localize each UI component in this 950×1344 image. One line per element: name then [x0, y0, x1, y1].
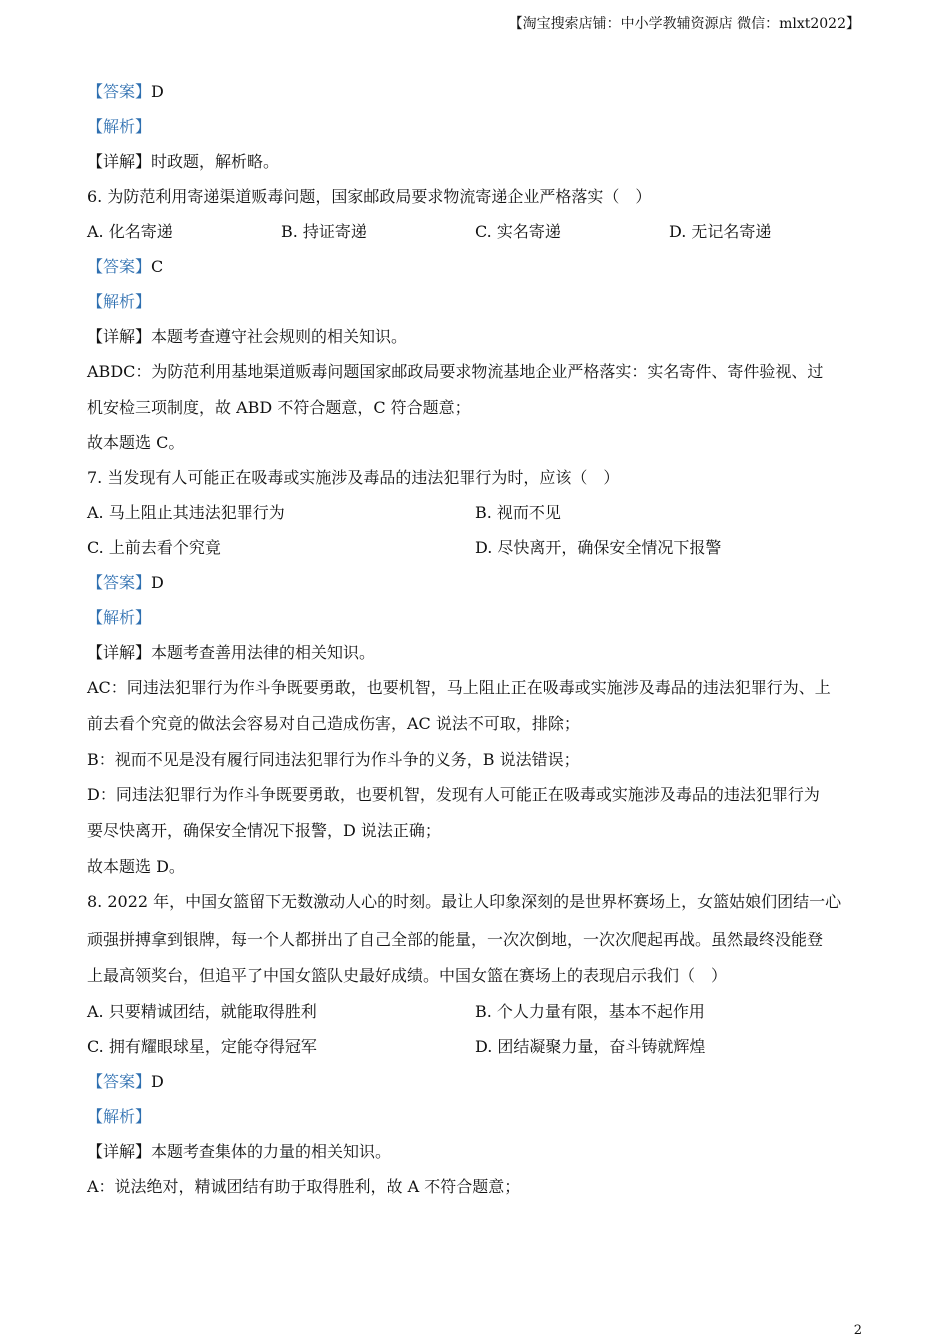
- detail-text: 本题考查集体的力量的相关知识。: [151, 1142, 392, 1161]
- detail-text: 本题考查遵守社会规则的相关知识。: [151, 327, 408, 346]
- option-d: D. 无记名寄递: [669, 222, 772, 241]
- option-d: D. 团结凝聚力量，奋斗铸就辉煌: [475, 1037, 706, 1056]
- answer-line: [87, 573, 164, 593]
- answer-value: C: [151, 257, 164, 276]
- option-c: C. 实名寄递: [475, 222, 561, 241]
- option-a: A. 只要精诚团结，就能取得胜利: [87, 1002, 317, 1021]
- detail-line: [87, 643, 375, 663]
- option-a: A. 化名寄递: [87, 222, 173, 241]
- analysis-tag: 【解析】: [87, 117, 152, 136]
- option-c: C. 上前去看个究竟: [87, 538, 221, 557]
- detail-text: D：同违法犯罪行为作斗争既要勇敢，也要机智，发现有人可能正在吸毒或实施涉及毒品的违法犯罪行为: [87, 785, 820, 804]
- page-header: 【淘宝搜索店铺：中小学教辅资源店 微信：mlxt2022】: [508, 16, 860, 32]
- option-b: B. 个人力量有限，基本不起作用: [475, 1002, 705, 1021]
- detail-text: 机安检三项制度，故 ABD 不符合题意，C 符合题意；: [87, 398, 471, 417]
- detail-text: 时政题，解析略。: [151, 152, 280, 171]
- answer-line: [87, 1072, 164, 1092]
- detail-text: A：说法绝对，精诚团结有助于取得胜利，故 A 不符合题意；: [87, 1177, 521, 1196]
- detail-text: AC：同违法犯罪行为作斗争既要勇敢，也要机智，马上阻止正在吸毒或实施涉及毒品的违法犯罪行为、上: [87, 678, 831, 697]
- detail-line: [87, 327, 407, 347]
- answer-value: D: [151, 82, 164, 101]
- question-stem: 顽强拼搏拿到银牌，每一个人都拼出了自己全部的能量，一次次倒地，一次次爬起再战。虽然最终没能登: [87, 930, 824, 949]
- detail-text: 本题考查善用法律的相关知识。: [151, 643, 376, 662]
- detail-text: 故本题选 D。: [87, 857, 185, 876]
- answer-tag: 【答案】: [87, 1072, 152, 1091]
- answer-tag: 【答案】: [87, 257, 152, 276]
- answer-line: [87, 82, 164, 102]
- question-stem: 7. 当发现有人可能正在吸毒或实施涉及毒品的违法犯罪行为时，应该（ ）: [87, 468, 620, 487]
- detail-tag: 【详解】: [87, 152, 152, 171]
- detail-line: [87, 1142, 391, 1162]
- detail-tag: 【详解】: [87, 327, 152, 346]
- option-d: D. 尽快离开，确保安全情况下报警: [475, 538, 722, 557]
- option-b: B. 视而不见: [475, 503, 561, 522]
- answer-tag: 【答案】: [87, 573, 152, 592]
- analysis-tag: 【解析】: [87, 1107, 152, 1126]
- question-stem: 上最高领奖台，但追平了中国女篮队史最好成绩。中国女篮在赛场上的表现启示我们（ ）: [87, 966, 728, 985]
- detail-tag: 【详解】: [87, 1142, 152, 1161]
- detail-text: 故本题选 C。: [87, 433, 185, 452]
- detail-text: ABDC：为防范利用基地渠道贩毒问题国家邮政局要求物流基地企业严格落实：实名寄件、寄件验视、过: [87, 362, 824, 381]
- option-a: A. 马上阻止其违法犯罪行为: [87, 503, 285, 522]
- question-stem: 6. 为防范利用寄递渠道贩毒问题，国家邮政局要求物流寄递企业严格落实（ ）: [87, 187, 652, 206]
- option-b: B. 持证寄递: [281, 222, 367, 241]
- analysis-tag: 【解析】: [87, 608, 152, 627]
- detail-text: B：视而不见是没有履行同违法犯罪行为作斗争的义务，B 说法错误；: [87, 750, 580, 769]
- option-c: C. 拥有耀眼球星，定能夺得冠军: [87, 1037, 317, 1056]
- question-stem: 8. 2022 年，中国女篮留下无数激动人心的时刻。最让人印象深刻的是世界杯赛场上，女篮姑娘们团结一心: [87, 892, 842, 911]
- detail-text: 要尽快离开，确保安全情况下报警，D 说法正确；: [87, 821, 441, 840]
- detail-tag: 【详解】: [87, 643, 152, 662]
- detail-line: [87, 152, 279, 172]
- page-number: 2: [853, 1323, 862, 1338]
- analysis-tag: 【解析】: [87, 292, 152, 311]
- answer-line: [87, 257, 163, 277]
- answer-value: D: [151, 573, 164, 592]
- answer-value: D: [151, 1072, 164, 1091]
- answer-tag: 【答案】: [87, 82, 152, 101]
- detail-text: 前去看个究竟的做法会容易对自己造成伤害，AC 说法不可取，排除；: [87, 714, 580, 733]
